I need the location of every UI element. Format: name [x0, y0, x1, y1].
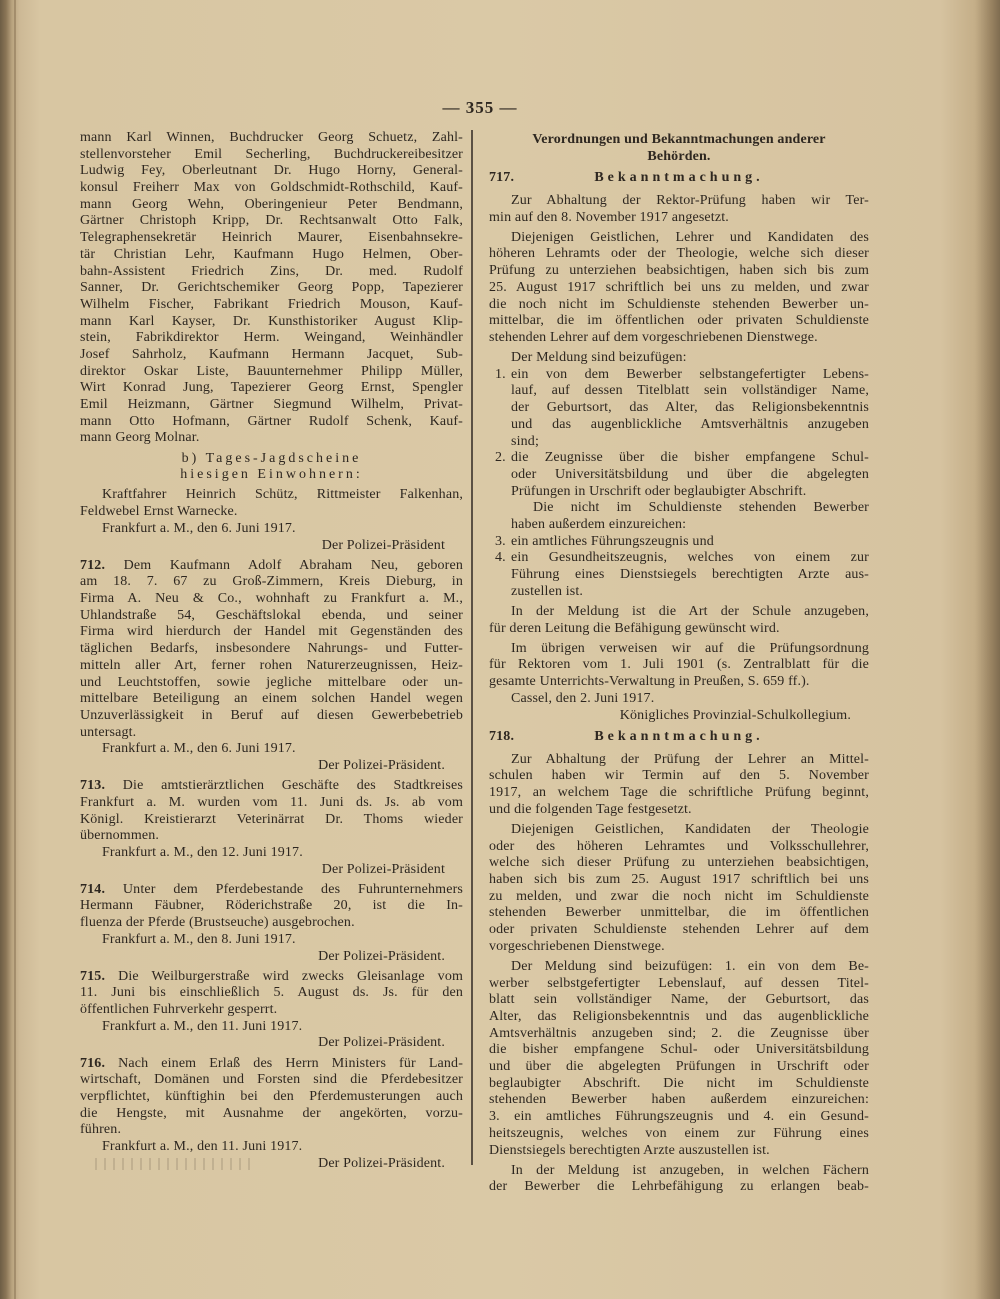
text-line: bahn-Assistent Friedrich Zins, Dr. med. Rudolf: [80, 263, 463, 279]
text-line: mitteln aller Art, ferner rohen Naturerzeugnissen, Heiz-: [80, 657, 463, 673]
text-line: wirtschaft, Domänen und Forsten sind die Pferdebesitzer: [80, 1072, 463, 1088]
text-line: In der Meldung ist die Art der Schule anzugeben,: [511, 603, 869, 619]
signature-line: [80, 538, 463, 555]
text-line: die noch nicht im Schuldienste stehenden Bewerber un-: [489, 296, 869, 312]
text-line-content: Unter dem Pferdebestande des Fuhrunternehmers: [122, 881, 463, 897]
text-line: Unzuverlässigkeit in Beruf auf diesen Gewerbebetrieb: [80, 707, 463, 723]
text-line: stehenden Bewerber unmittelbar, die im öffentlichen: [489, 905, 869, 921]
text-line: beglaubigter Abschrift. Die nicht im Schuldienste: [489, 1075, 869, 1091]
text-line: Der Polizei-Präsident.: [318, 948, 445, 964]
paragraph: [80, 130, 463, 447]
text-line: stein, Fabrikdirektor Herm. Weingand, Weinhändler: [80, 330, 463, 346]
text-line: direktor Oskar Liste, Bauunternehmer Philipp Müller,: [80, 363, 463, 379]
text-line: Königl. Kreistierarzt Veterinärrat Dr. Thoms wieder: [80, 811, 463, 827]
paragraph: [489, 230, 869, 347]
list-number: 4.: [495, 550, 506, 566]
section-heading: [80, 451, 463, 468]
text-line: Verordnungen und Bekanntmachungen anderer: [532, 132, 826, 147]
text-line: 3. ein amtliches Führungszeugnis und 4. ein Gesund-: [489, 1109, 869, 1125]
text-line: Der Polizei-Präsident.: [318, 1035, 445, 1051]
dateline: [80, 741, 463, 758]
text-line: Der Polizei-Präsident: [321, 861, 445, 877]
text-line: haben sich bis zum 25. August 1917 schriftlich bei uns: [489, 872, 869, 887]
text-line: Frankfurt a. M., den 11. Juni 1917.: [102, 1139, 303, 1155]
text-line: stehenden Lehrer auf dem vorgeschriebenen Dienstwege.: [489, 329, 818, 345]
paragraph: [489, 550, 869, 600]
paragraph: [489, 822, 869, 956]
text-line: Der Meldung sind beizufügen:: [511, 350, 687, 366]
text-line: fluenza der Pferde (Brustseuche) ausgebrochen.: [80, 915, 355, 931]
notice-heading: [489, 170, 869, 189]
text-line: 25. August 1917 schriftlich bei uns zu melden, und zwar: [489, 279, 869, 295]
text-line: 11. Juni bis einschließlich 5. August ds. Js. für den: [80, 985, 463, 1001]
text-line: Kraftfahrer Heinrich Schütz, Rittmeister Falkenhan,: [102, 487, 463, 503]
text-line: [80, 882, 463, 899]
paragraph: [489, 641, 869, 691]
text-line: Prüfungen in Urschrift oder beglaubigter Abschrift.: [511, 483, 807, 499]
text-line: mann Otto Hofmann, Gärtner Rudolf Schenk, Kauf-: [80, 413, 463, 429]
text-line: Frankfurt a. M., den 6. Juni 1917.: [102, 741, 296, 757]
text-line: mann Georg Wehn, Oberingenieur Peter Bendmann,: [80, 196, 463, 212]
text-line: die Hengste, mit Ausnahme der angekörten, vorzu-: [80, 1105, 463, 1121]
text-line: konsul Freiherr Max von Goldschmidt-Rothschild, Kauf-: [80, 180, 463, 196]
text-line: Diejenigen Geistlichen, Lehrer und Kandidaten des: [511, 229, 869, 245]
text-line: mittelbare Beteiligung an einem solchen Handel wegen: [80, 691, 463, 707]
text-line: Firma A. Neu & Co., wohnhaft zu Frankfurt a. M.,: [80, 591, 463, 607]
text-line: stellenvorsteher Emil Secherling, Buchdruckereibesitzer: [80, 146, 463, 162]
text-line: oder Universitätsbildung und über die abgelegten: [511, 466, 869, 482]
text-line: mittelbar, die im öffentlichen oder privaten Schuldienste: [489, 313, 869, 329]
notice-title: Bekanntmachung.: [594, 170, 764, 186]
paragraph: [80, 558, 463, 742]
text-line-content: Die Weilburgerstraße wird zwecks Gleisanlage vom: [118, 968, 463, 984]
text-line: gesamte Unterrichts-Verwaltung in Preußen, S. 659 ff.).: [489, 674, 810, 690]
column-divider: [471, 130, 473, 1165]
notice-heading: [489, 729, 869, 748]
paragraph: [489, 367, 869, 450]
text-line: Alter, das Religionsbekenntnis und das augenblickliche: [489, 1009, 869, 1024]
dateline: [80, 1019, 463, 1036]
text-line: Frankfurt a. M., den 12. Juni 1917.: [102, 844, 303, 860]
paragraph: [489, 193, 869, 226]
text-line: zustellen ist.: [511, 583, 584, 599]
dateline: [80, 932, 463, 949]
text-line: und Leuchtstoffen, sowie jegliche mittelbare oder un-: [80, 674, 463, 690]
text-line: hiesigen Einwohnern:: [180, 467, 363, 483]
text-line: führen.: [80, 1122, 122, 1138]
text-line: b) Tages-Jagdscheine: [181, 450, 362, 466]
text-line: Ludwig Fey, Oberleutnant Dr. Hugo Horny, General-: [80, 163, 463, 179]
text-line: Uhlandstraße 54, Geschäftslokal ebenda, und seiner: [80, 607, 463, 623]
text-line: Firma wird hierdurch der Handel mit Gegenständen des: [80, 624, 463, 640]
text-line: die Zeugnisse über die bisher empfangene Schul-: [511, 450, 869, 466]
left-column: [80, 130, 463, 1172]
signature-line: [80, 1035, 463, 1052]
notice-number: 714.: [80, 881, 106, 897]
text-line: Wirt Konrad Jung, Tapezierer Georg Ernst, Spengler: [80, 380, 463, 396]
text-line: ein von dem Bewerber selbstangefertigter Lebens-: [511, 366, 869, 382]
text-line: der Geburtsort, das Alter, das Religionsbekenntnis: [511, 400, 869, 416]
text-line: Feldwebel Ernst Warnecke.: [80, 504, 238, 520]
text-line: Führung eines Dienstsiegels berechtigten Arzte aus-: [511, 567, 869, 582]
text-line: ein amtliches Führungszeugnis und: [511, 533, 714, 549]
text-line: öffentlichen Fuhrverkehr gesperrt.: [80, 1002, 278, 1018]
text-line: der Bewerber die Lehrbefähigung zu erlangen beab-: [489, 1179, 869, 1195]
text-line: Sanner, Dr. Gerichtschemiker Georg Popp, Tapezierer: [80, 280, 463, 296]
text-line: Amtsverhältnis anzugeben sind; 2. die Zeugnisse über: [489, 1025, 869, 1041]
text-line: werber selbstgefertigter Lebenslauf, auf dessen Titel-: [489, 975, 869, 991]
text-line: und über die abgelegten Prüfungen in Urschrift oder: [489, 1059, 869, 1075]
text-line: täglichen Bedarfs, insbesondere Nahrungs- und Futter-: [80, 641, 463, 657]
text-line: heitszeugnis, welches von einem zur Führung eines: [489, 1125, 869, 1141]
dateline: [80, 521, 463, 538]
text-line: Dienstsiegels berechtigten Arzte auszustellen ist.: [489, 1142, 770, 1158]
text-line: mann Karl Kayser, Dr. Kunsthistoriker August Klip-: [80, 313, 463, 329]
text-line: die bisher empfangene Schul- oder Universitätsbildung: [489, 1042, 869, 1058]
dateline: [80, 845, 463, 862]
text-line: Im übrigen verweisen wir auf die Prüfungsordnung: [511, 640, 869, 656]
text-line: haben außerdem einzureichen:: [511, 516, 687, 532]
list-number: 1.: [495, 366, 506, 382]
notice-number: 713.: [80, 778, 106, 794]
text-line: Der Polizei-Präsident.: [318, 757, 445, 773]
text-line: Königliches Provinzial-Schulkollegium.: [619, 707, 851, 723]
signature-line: [80, 862, 463, 879]
paragraph: [489, 450, 869, 500]
text-line: Frankfurt a. M. wurden vom 11. Juni ds. Js. ab vom: [80, 794, 463, 810]
text-line: Josef Sahrholz, Kaufmann Hermann Jacquet, Sub-: [80, 346, 463, 362]
text-line: Diejenigen Geistlichen, Kandidaten der Theologie: [511, 821, 869, 837]
paragraph: [489, 1163, 869, 1196]
signature-line: [80, 949, 463, 966]
paragraph: [80, 1056, 463, 1139]
text-line: höheren Lehramts oder der Theologie, welche sich dieser: [489, 246, 869, 262]
notice-number: 716.: [80, 1055, 106, 1071]
text-line-content: Dem Kaufmann Adolf Abraham Neu, geboren: [123, 557, 463, 573]
paragraph: [489, 350, 869, 367]
text-line-content: Nach einem Erlaß des Herrn Ministers für Land-: [118, 1055, 463, 1071]
signature-line: [80, 758, 463, 775]
section-heading: [489, 132, 869, 165]
text-line: Die nicht im Schuldienste stehenden Bewerber: [533, 500, 869, 516]
text-line: zu melden, und zwar die noch nicht im Schuldienste: [489, 888, 869, 904]
text-line: Zur Abhaltung der Prüfung der Lehrer an Mittel-: [511, 751, 869, 767]
paragraph: [80, 882, 463, 932]
text-line: stehenden Bewerber haben außerdem einzureichen:: [489, 1092, 869, 1108]
text-line: übernommen.: [80, 828, 160, 844]
list-number: 3.: [495, 533, 506, 549]
text-line-content: Die amtstierärztlichen Geschäfte des Stadtkreises: [122, 778, 463, 794]
page-gutter: [14, 0, 16, 1299]
text-line: für deren Leitung die Befähigung gewünscht wird.: [489, 620, 780, 636]
dateline: [80, 1139, 463, 1156]
text-line: Der Polizei-Präsident.: [318, 1155, 445, 1171]
text-line: [80, 778, 463, 795]
text-line: blatt sein vollständiger Name, der Geburtsort, das: [489, 992, 869, 1008]
text-line: 1917, an welchem Tage die schriftliche Prüfung beginnt,: [489, 785, 869, 801]
text-line: [80, 969, 463, 986]
text-line: Prüfung zu unterziehen beabsichtigen, haben sich bis zum: [489, 263, 869, 279]
text-line: min auf den 8. November 1917 angesetzt.: [489, 209, 729, 225]
text-line: sind;: [511, 433, 539, 449]
notice-number: 712.: [80, 557, 106, 573]
text-line: tär Christian Lehr, Kaufmann Hugo Helmen, Ober-: [80, 246, 463, 262]
notice-title: Bekanntmachung.: [594, 729, 764, 745]
text-line: lauf, auf dessen Titelblatt sein vollständiger Name,: [511, 383, 869, 399]
text-line: vorgeschriebenen Dienstwege.: [489, 938, 665, 954]
text-line: für Rektoren vom 1. Juli 1901 (s. Zentralblatt für die: [489, 657, 869, 673]
paragraph: [80, 487, 463, 520]
paragraph: [489, 959, 869, 1159]
text-line: und das augenblickliche Amtsverhältnis anzugeben: [511, 416, 869, 432]
text-line: schulen haben wir Termin auf den 5. November: [489, 768, 869, 784]
text-line: Wilhelm Fischer, Fabrikant Friedrich Mouson, Kauf-: [80, 296, 463, 312]
right-column: [489, 132, 869, 1196]
text-line: mann Georg Molnar.: [80, 430, 200, 446]
paragraph: [80, 778, 463, 845]
text-line: Zur Abhaltung der Rektor-Prüfung haben wir Ter-: [511, 192, 869, 208]
notice-number: 718.: [489, 729, 515, 745]
paragraph: [489, 534, 869, 551]
text-line: Cassel, den 2. Juni 1917.: [511, 690, 655, 706]
text-line: Behörden.: [647, 148, 711, 164]
list-number: 2.: [495, 450, 506, 466]
text-line: verpflichtet, künftighin bei den Pferdemusterungen auch: [80, 1089, 463, 1104]
text-line: untersagt.: [80, 724, 137, 740]
text-line: Frankfurt a. M., den 6. Juni 1917.: [102, 520, 296, 536]
text-line: oder des höheren Lehramtes und Volksschullehrer,: [489, 838, 869, 854]
text-line: ein Gesundheitszeugnis, welches von einem zur: [511, 550, 869, 566]
paragraph: [489, 500, 869, 533]
text-line: [80, 558, 463, 575]
text-line: Der Polizei-Präsident: [321, 537, 445, 553]
text-line: oder privaten Schuldienste stehenden Lehrer auf dem: [489, 922, 869, 938]
notice-number: 715.: [80, 968, 106, 984]
text-line: Telegraphensekretär Heinrich Maurer, Eisenbahnsekre-: [80, 230, 463, 246]
section-heading: [80, 467, 463, 484]
text-line: mann Karl Winnen, Buchdrucker Georg Schuetz, Zahl-: [80, 130, 463, 145]
text-line: [80, 1056, 463, 1073]
paragraph: [489, 604, 869, 637]
text-line: welche sich dieser Prüfung zu unterziehen beabsichtigen,: [489, 855, 869, 871]
print-specks: [95, 1158, 255, 1170]
page-number: — 355 —: [442, 98, 518, 117]
notice-number: 717.: [489, 170, 515, 186]
dateline: [489, 691, 869, 708]
text-line: Gärtner Christoph Kripp, Dr. Rechtsanwalt Otto Falk,: [80, 213, 463, 229]
text-line: In der Meldung ist anzugeben, in welchen Fächern: [511, 1162, 869, 1178]
text-line: Frankfurt a. M., den 11. Juni 1917.: [102, 1018, 303, 1034]
paragraph: [80, 969, 463, 1019]
text-line: Hermann Fäubner, Röderichstraße 20, ist die In-: [80, 898, 463, 914]
paragraph: [489, 752, 869, 819]
text-line: und die folgenden Tage festgesetzt.: [489, 801, 692, 817]
text-line: Emil Heizmann, Gärtner Siegmund Wilhelm, Privat-: [80, 397, 463, 412]
text-line: Der Meldung sind beizufügen: 1. ein von dem Be-: [511, 958, 869, 974]
signature-line: [489, 708, 869, 725]
text-line: am 18. 7. 67 zu Groß-Zimmern, Kreis Dieburg, in: [80, 574, 463, 590]
text-line: Frankfurt a. M., den 8. Juni 1917.: [102, 931, 296, 947]
